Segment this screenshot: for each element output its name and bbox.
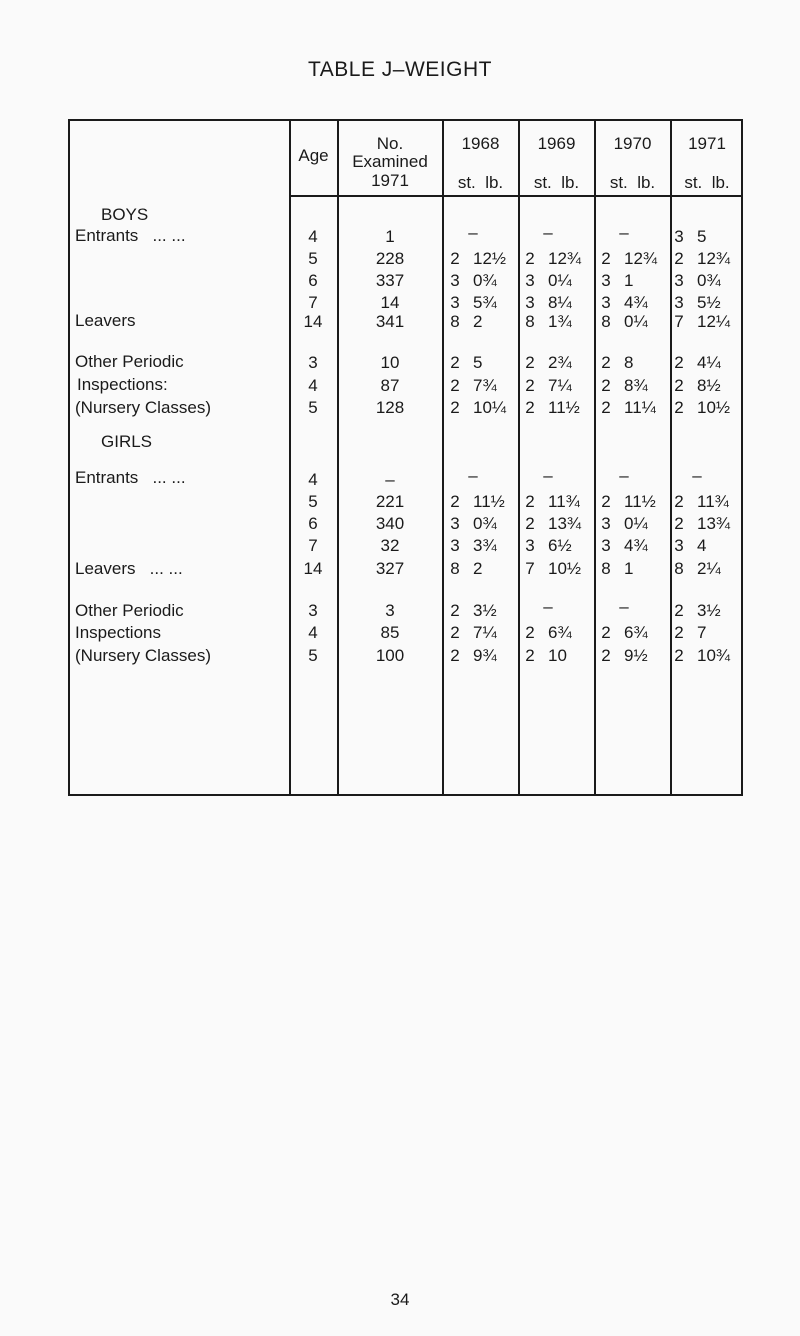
cell-examined: – bbox=[385, 470, 395, 489]
cell-stones: 2 bbox=[525, 249, 535, 268]
cell-stones: 3 bbox=[674, 271, 684, 290]
cell-stones: 2 bbox=[674, 398, 684, 417]
cell-stones: 2 bbox=[525, 398, 535, 417]
cell-stones: 2 bbox=[601, 623, 611, 642]
row-label-leavers: Leavers bbox=[75, 311, 136, 330]
cell-pounds: 1 bbox=[624, 559, 634, 578]
cell-pounds: 8¼ bbox=[548, 293, 572, 312]
cell-pounds: 2 bbox=[473, 312, 483, 331]
column-divider bbox=[594, 119, 596, 796]
cell-pounds: 12¾ bbox=[697, 249, 731, 268]
cell-stones: 3 bbox=[450, 514, 460, 533]
cell-stones: 2 bbox=[674, 601, 684, 620]
header-age: Age bbox=[298, 146, 329, 165]
cell-examined: 340 bbox=[375, 514, 405, 533]
cell-pounds: 4 bbox=[697, 536, 707, 555]
cell-stones: 3 bbox=[450, 536, 460, 555]
cell-stones: 3 bbox=[450, 293, 460, 312]
cell-stones: 8 bbox=[450, 559, 460, 578]
column-divider bbox=[289, 119, 291, 796]
row-label-nursery: (Nursery Classes) bbox=[75, 398, 212, 417]
page-number: 34 bbox=[390, 1290, 410, 1309]
row-label-entrants: Entrants ... ... bbox=[75, 468, 186, 487]
cell-stones: 8 bbox=[525, 312, 535, 331]
cell-age: 7 bbox=[308, 536, 318, 555]
cell-examined: 87 bbox=[380, 376, 400, 395]
row-label-other-periodic: Other Periodic bbox=[75, 601, 184, 620]
cell-stones: 3 bbox=[674, 536, 684, 555]
cell-stones: 3 bbox=[601, 536, 611, 555]
cell-pounds: 12¼ bbox=[697, 312, 731, 331]
cell-pounds: 11½ bbox=[624, 492, 656, 511]
row-label-other-periodic: Other Periodic bbox=[75, 352, 184, 371]
column-divider bbox=[670, 119, 672, 796]
cell-pounds: 7¼ bbox=[473, 623, 497, 642]
cell-pounds: 13¾ bbox=[697, 514, 731, 533]
cell-pounds: 5 bbox=[473, 353, 483, 372]
cell-pounds: 0¼ bbox=[624, 514, 648, 533]
cell-pounds: 9¾ bbox=[473, 646, 497, 665]
cell-pounds: 10½ bbox=[548, 559, 582, 578]
cell-examined: 1 bbox=[385, 227, 395, 246]
cell-stones: 2 bbox=[601, 353, 611, 372]
cell-pounds: 8¾ bbox=[624, 376, 648, 395]
header-examined-2: Examined bbox=[352, 152, 428, 171]
cell-stones: 2 bbox=[450, 601, 460, 620]
cell-pounds: 11¾ bbox=[697, 492, 729, 511]
cell-stones: 3 bbox=[525, 293, 535, 312]
cell-stones: 3 bbox=[450, 271, 460, 290]
cell-pounds: 4¾ bbox=[624, 293, 648, 312]
cell-stones: 2 bbox=[450, 398, 460, 417]
cell-age: 4 bbox=[308, 470, 318, 489]
cell-pounds: 1 bbox=[624, 271, 634, 290]
cell-pounds: 9½ bbox=[624, 646, 648, 665]
cell-pounds: 6½ bbox=[548, 536, 572, 555]
cell-examined: 32 bbox=[380, 536, 400, 555]
cell-stones: 3 bbox=[674, 227, 684, 246]
cell-stones: 3 bbox=[525, 536, 535, 555]
cell-dash: – bbox=[543, 597, 553, 616]
cell-examined: 3 bbox=[385, 601, 395, 620]
cell-stones: 7 bbox=[525, 559, 535, 578]
section-girls: GIRLS bbox=[101, 432, 153, 451]
cell-stones: 2 bbox=[601, 646, 611, 665]
cell-pounds: 11¾ bbox=[548, 492, 580, 511]
cell-pounds: 5 bbox=[697, 227, 707, 246]
cell-stones: 3 bbox=[601, 514, 611, 533]
cell-stones: 2 bbox=[674, 353, 684, 372]
cell-stones: 8 bbox=[601, 312, 611, 331]
cell-examined: 10 bbox=[380, 353, 400, 372]
column-divider bbox=[442, 119, 444, 796]
cell-stones: 2 bbox=[450, 249, 460, 268]
cell-stones: 2 bbox=[525, 623, 535, 642]
cell-examined: 128 bbox=[375, 398, 405, 417]
header-unit-1969: st. lb. bbox=[533, 173, 580, 192]
cell-stones: 3 bbox=[601, 293, 611, 312]
page-title: TABLE J–WEIGHT bbox=[308, 58, 492, 81]
cell-pounds: 0¾ bbox=[473, 514, 497, 533]
cell-dash: – bbox=[543, 223, 553, 242]
cell-examined: 85 bbox=[380, 623, 400, 642]
cell-pounds: 12¾ bbox=[548, 249, 582, 268]
weight-table bbox=[68, 119, 743, 796]
cell-age: 7 bbox=[308, 293, 318, 312]
cell-pounds: 13¾ bbox=[548, 514, 582, 533]
cell-pounds: 3¾ bbox=[473, 536, 497, 555]
cell-pounds: 6¾ bbox=[548, 623, 572, 642]
cell-stones: 2 bbox=[674, 492, 684, 511]
header-unit-1968: st. lb. bbox=[457, 173, 504, 192]
cell-stones: 2 bbox=[525, 492, 535, 511]
cell-age: 6 bbox=[308, 514, 318, 533]
cell-dash: – bbox=[619, 466, 629, 485]
cell-pounds: 10 bbox=[548, 646, 567, 665]
cell-age: 4 bbox=[308, 376, 318, 395]
header-unit-1971: st. lb. bbox=[684, 173, 730, 192]
cell-pounds: 2¾ bbox=[548, 353, 572, 372]
cell-age: 6 bbox=[308, 271, 318, 290]
cell-pounds: 7¼ bbox=[548, 376, 572, 395]
cell-age: 5 bbox=[308, 646, 318, 665]
column-divider bbox=[518, 119, 520, 796]
cell-dash: – bbox=[619, 597, 629, 616]
cell-dash: – bbox=[468, 466, 478, 485]
cell-dash: – bbox=[468, 223, 478, 242]
cell-pounds: 12¾ bbox=[624, 249, 658, 268]
cell-pounds: 4¼ bbox=[697, 353, 721, 372]
row-label-entrants: Entrants ... ... bbox=[75, 226, 186, 245]
cell-age: 4 bbox=[308, 227, 318, 246]
cell-stones: 2 bbox=[674, 623, 684, 642]
cell-examined: 327 bbox=[375, 559, 405, 578]
cell-examined: 100 bbox=[375, 646, 405, 665]
cell-stones: 3 bbox=[601, 271, 611, 290]
cell-pounds: 2 bbox=[473, 559, 483, 578]
cell-pounds: 12½ bbox=[473, 249, 507, 268]
cell-stones: 2 bbox=[674, 376, 684, 395]
cell-stones: 2 bbox=[525, 376, 535, 395]
header-year-1968: 1968 bbox=[461, 134, 500, 153]
cell-dash: – bbox=[619, 223, 629, 242]
cell-examined: 337 bbox=[375, 271, 405, 290]
cell-stones: 2 bbox=[674, 646, 684, 665]
cell-pounds: 8 bbox=[624, 353, 634, 372]
cell-pounds: 10¾ bbox=[697, 646, 731, 665]
cell-pounds: 2¼ bbox=[697, 559, 721, 578]
cell-stones: 2 bbox=[601, 249, 611, 268]
cell-pounds: 0¼ bbox=[624, 312, 648, 331]
cell-stones: 2 bbox=[525, 353, 535, 372]
cell-stones: 3 bbox=[525, 271, 535, 290]
row-label-inspections: Inspections bbox=[75, 623, 161, 642]
cell-pounds: 3½ bbox=[473, 601, 497, 620]
cell-age: 3 bbox=[308, 601, 318, 620]
cell-stones: 2 bbox=[525, 514, 535, 533]
header-year-1971: 1971 bbox=[688, 134, 726, 153]
header-examined-1: No. bbox=[376, 134, 404, 153]
cell-pounds: 7¾ bbox=[473, 376, 497, 395]
cell-pounds: 8½ bbox=[697, 376, 721, 395]
cell-examined: 14 bbox=[380, 293, 400, 312]
column-divider bbox=[337, 119, 339, 796]
cell-pounds: 4¾ bbox=[624, 536, 648, 555]
cell-pounds: 11½ bbox=[548, 398, 580, 417]
cell-stones: 2 bbox=[601, 492, 611, 511]
cell-age: 3 bbox=[308, 353, 318, 372]
cell-stones: 8 bbox=[674, 559, 684, 578]
cell-dash: – bbox=[692, 466, 702, 485]
cell-age: 5 bbox=[308, 249, 318, 268]
cell-pounds: 5½ bbox=[697, 293, 721, 312]
cell-age: 14 bbox=[303, 312, 323, 331]
cell-pounds: 0¾ bbox=[473, 271, 497, 290]
cell-stones: 3 bbox=[674, 293, 684, 312]
cell-pounds: 6¾ bbox=[624, 623, 648, 642]
cell-pounds: 5¾ bbox=[473, 293, 497, 312]
cell-examined: 341 bbox=[375, 312, 405, 331]
cell-pounds: 11¼ bbox=[624, 398, 656, 417]
header-year-1969: 1969 bbox=[537, 134, 576, 153]
header-unit-1970: st. lb. bbox=[609, 173, 656, 192]
cell-stones: 8 bbox=[450, 312, 460, 331]
cell-age: 5 bbox=[308, 398, 318, 417]
cell-stones: 2 bbox=[450, 623, 460, 642]
header-divider bbox=[290, 195, 743, 197]
cell-stones: 2 bbox=[601, 398, 611, 417]
cell-stones: 7 bbox=[674, 312, 684, 331]
cell-pounds: 7 bbox=[697, 623, 707, 642]
row-label-nursery: (Nursery Classes) bbox=[75, 646, 212, 665]
cell-stones: 8 bbox=[601, 559, 611, 578]
cell-age: 5 bbox=[308, 492, 318, 511]
cell-dash: – bbox=[543, 466, 553, 485]
cell-stones: 2 bbox=[674, 249, 684, 268]
cell-pounds: 1¾ bbox=[548, 312, 572, 331]
cell-stones: 2 bbox=[450, 646, 460, 665]
header-examined-3: 1971 bbox=[371, 171, 409, 190]
cell-pounds: 0¼ bbox=[548, 271, 572, 290]
cell-pounds: 10¼ bbox=[473, 398, 507, 417]
cell-pounds: 11½ bbox=[473, 492, 505, 511]
cell-stones: 2 bbox=[525, 646, 535, 665]
cell-pounds: 3½ bbox=[697, 601, 721, 620]
cell-examined: 221 bbox=[375, 492, 405, 511]
cell-stones: 2 bbox=[674, 514, 684, 533]
row-label-leavers: Leavers ... ... bbox=[75, 559, 183, 578]
cell-stones: 2 bbox=[450, 492, 460, 511]
cell-age: 14 bbox=[303, 559, 323, 578]
cell-age: 4 bbox=[308, 623, 318, 642]
header-year-1970: 1970 bbox=[613, 134, 652, 153]
cell-pounds: 10½ bbox=[697, 398, 731, 417]
cell-pounds: 0¾ bbox=[697, 271, 721, 290]
cell-stones: 2 bbox=[601, 376, 611, 395]
section-boys: BOYS bbox=[101, 205, 149, 224]
cell-examined: 228 bbox=[375, 249, 405, 268]
cell-stones: 2 bbox=[450, 353, 460, 372]
cell-stones: 2 bbox=[450, 376, 460, 395]
row-label-inspections: Inspections: bbox=[77, 375, 168, 394]
